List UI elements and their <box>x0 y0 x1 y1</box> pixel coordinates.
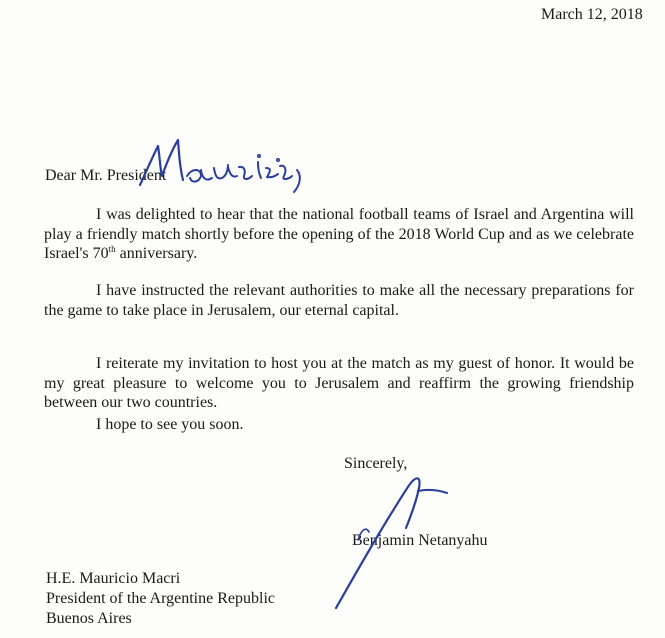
letter-date: March 12, 2018 <box>541 6 643 23</box>
ordinal-suffix: th <box>108 244 116 254</box>
paragraph-4: I hope to see you soon. <box>96 416 244 433</box>
paragraph-1-text: I was delighted to hear that the national football teams of Israel and Argentina will play a friendly match shortly before the opening of the 2018 World Cup and as we celebrate Israel's 70 <box>44 206 634 262</box>
recipient-line-2: President of the Argentine Republic <box>46 590 275 607</box>
signer-name: Benjamin Netanyahu <box>352 532 488 549</box>
recipient-line-1: H.E. Mauricio Macri <box>46 570 181 587</box>
paragraph-2-text: I have instructed the relevant authorities to make all the necessary preparations for the game to take place in Jerusalem, our eternal capital. <box>44 282 634 319</box>
paragraph-1-end: anniversary. <box>115 245 198 262</box>
salutation: Dear Mr. President <box>45 167 167 184</box>
recipient-address <box>46 569 275 629</box>
paragraph-1 <box>44 205 634 264</box>
recipient-line-3: Buenos Aires <box>46 610 132 627</box>
closing: Sincerely, <box>344 455 408 472</box>
paragraph-2 <box>44 281 634 320</box>
paragraph-3 <box>44 354 634 413</box>
paragraph-3-text: I reiterate my invitation to host you at the match as my guest of honor. It would be my great pleasure to welcome you to Jerusalem and reaffirm the growing friendship between our two countries. <box>44 355 634 411</box>
